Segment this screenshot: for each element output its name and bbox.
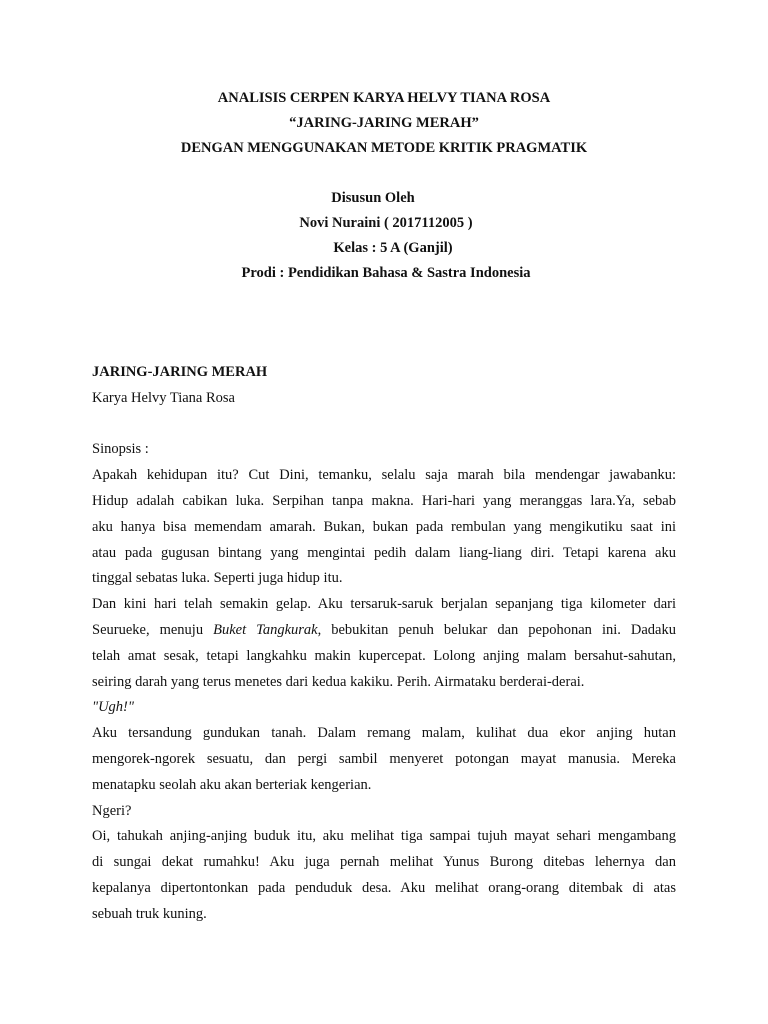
text-segment: Seurueke, menuju (92, 621, 214, 638)
paragraph-line: di sungai dekat rumahku! Aku juga pernah melihat Yunus Burong ditebas lehernya dan (92, 854, 676, 871)
paragraph-line: Hidup adalah cabikan luka. Serpihan tanpa makna. Hari-hari yang meranggas lara.Ya, sebab (92, 492, 676, 509)
document-title-line-2: “JARING-JARING MERAH” (289, 115, 479, 131)
paragraph-line: telah amat sesak, tetapi langkahku makin kupercepat. Lolong anjing malam bersahut-sahutan, (92, 647, 676, 664)
question-line: Ngeri? (92, 802, 132, 819)
paragraph-line: seiring darah yang terus menetes dari kedua kakiku. Perih. Airmataku berderai-derai. (92, 673, 585, 690)
paragraph-line: menatapku seolah aku akan berteriak kengerian. (92, 776, 372, 793)
paragraph-line: atau pada gugusan bintang yang mengintai pedih dalam liang-liang diri. Tetapi karena aku (92, 544, 676, 561)
story-body (92, 360, 676, 928)
document-title-line-3: DENGAN MENGGUNAKAN METODE KRITIK PRAGMATIK (180, 140, 588, 156)
synopsis-label: Sinopsis : (92, 441, 149, 458)
exclamation-line: "Ugh!" (92, 699, 134, 716)
paragraph-line: Dan kini hari telah semakin gelap. Aku tersaruk-saruk berjalan sepanjang tiga kilometer dari (92, 596, 676, 613)
paragraph-line: sebuah truk kuning. (92, 905, 207, 922)
story-title: JARING-JARING MERAH (92, 364, 268, 380)
blank-line (92, 412, 676, 438)
paragraph-line: tinggal sebatas luka. Seperti juga hidup itu. (92, 570, 343, 587)
italic-place-name: Buket Tangkurak (213, 621, 318, 638)
paragraph-line: kepalanya dipertontonkan pada penduduk desa. Aku melihat orang-orang ditembak di atas (92, 879, 676, 896)
paragraph-line: Oi, tahukah anjing-anjing buduk itu, aku melihat tiga sampai tujuh mayat sehari mengambang (92, 828, 676, 845)
text-segment: , bebukitan penuh belukar dan pepohonan ini. Dadaku (317, 621, 676, 638)
author-study-program: Prodi : Pendidikan Bahasa & Sastra Indonesia (241, 265, 531, 281)
author-class: Kelas : 5 A (Ganjil) (333, 240, 453, 256)
paragraph-line: mengorek-ngorek sesuatu, dan pergi sambil menyeret potongan mayat manusia. Mereka (92, 750, 676, 767)
paragraph-line: Apakah kehidupan itu? Cut Dini, temanku, selalu saja marah bila mendengar jawabanku: (92, 467, 676, 484)
document-title-line-1: ANALISIS CERPEN KARYA HELVY TIANA ROSA (217, 90, 551, 106)
author-name-nim: Novi Nuraini ( 2017112005 ) (299, 215, 473, 231)
paragraph-line: aku hanya bisa memendam amarah. Bukan, bukan pada rembulan yang mengikutiku saat ini (92, 518, 676, 535)
paragraph-line: Aku tersandung gundukan tanah. Dalam remang malam, kulihat dua ekor anjing hutan (92, 725, 676, 742)
story-byline: Karya Helvy Tiana Rosa (92, 389, 235, 406)
author-label: Disusun Oleh (331, 190, 415, 206)
paragraph-line-with-italic (92, 618, 676, 644)
